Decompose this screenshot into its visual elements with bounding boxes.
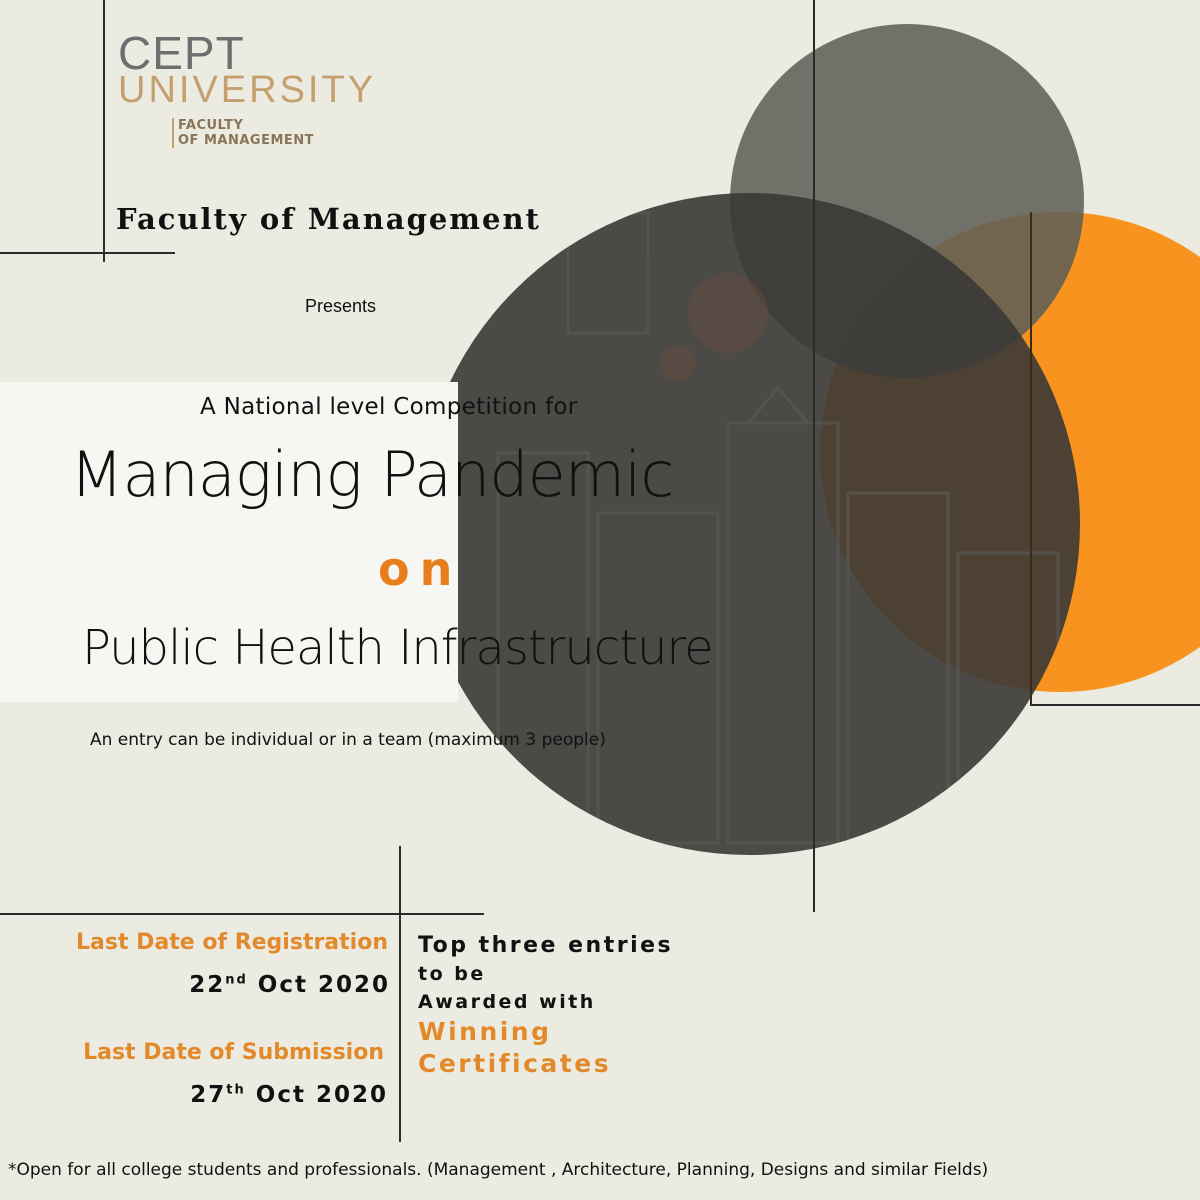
award-line4: Winning (418, 1017, 552, 1046)
title-line1: Managing Pandemic (70, 438, 674, 511)
registration-date (189, 972, 390, 998)
award-line3: Awarded with (418, 991, 596, 1013)
registration-suffix: nd (225, 972, 248, 988)
registration-label: Last Date of Registration (76, 930, 388, 955)
entry-note: An entry can be individual or in a team (maximum 3 people) (90, 730, 606, 750)
vertical-line-top-right (813, 0, 815, 912)
award-line5: Certificates (418, 1049, 612, 1078)
submission-label: Last Date of Submission (83, 1040, 384, 1065)
submission-day: 27 (190, 1082, 227, 1108)
logo-university: UNIVERSITY (118, 69, 377, 111)
presents-text: Presents (305, 296, 377, 316)
vertical-line-left (103, 0, 105, 262)
logo-faculty-line2: OF MANAGEMENT (178, 133, 315, 148)
submission-suffix: th (226, 1082, 246, 1098)
footer-note: *Open for all college students and professionals. (Management , Architecture, Planning, Designs and similar Fields) (8, 1160, 989, 1180)
competition-intro: A National level Competition for (200, 394, 578, 420)
horizontal-line-bottom-left (0, 913, 484, 915)
award-line1: Top three entries (418, 933, 674, 958)
logo-faculty-line1: FACULTY (178, 118, 244, 133)
award-line2: to be (418, 963, 486, 985)
vertical-line-bottom-middle (399, 846, 401, 1142)
award-block (418, 932, 673, 1080)
logo-faculty (178, 118, 314, 148)
submission-date (190, 1082, 388, 1108)
registration-rest: Oct 2020 (247, 972, 390, 998)
horizontal-line-top-left (0, 252, 175, 254)
title-line2: Public Health Infrastructure (82, 620, 713, 676)
horizontal-line-top-right (1030, 704, 1200, 706)
faculty-heading: Faculty of Management (116, 202, 541, 236)
logo-divider (172, 118, 174, 148)
registration-day: 22 (189, 972, 226, 998)
title-connector: on (378, 542, 463, 596)
city-illustration (418, 193, 1080, 855)
submission-rest: Oct 2020 (245, 1082, 388, 1108)
logo-cept: CEPT (118, 27, 245, 79)
vertical-line-bottom-right (1030, 212, 1032, 706)
